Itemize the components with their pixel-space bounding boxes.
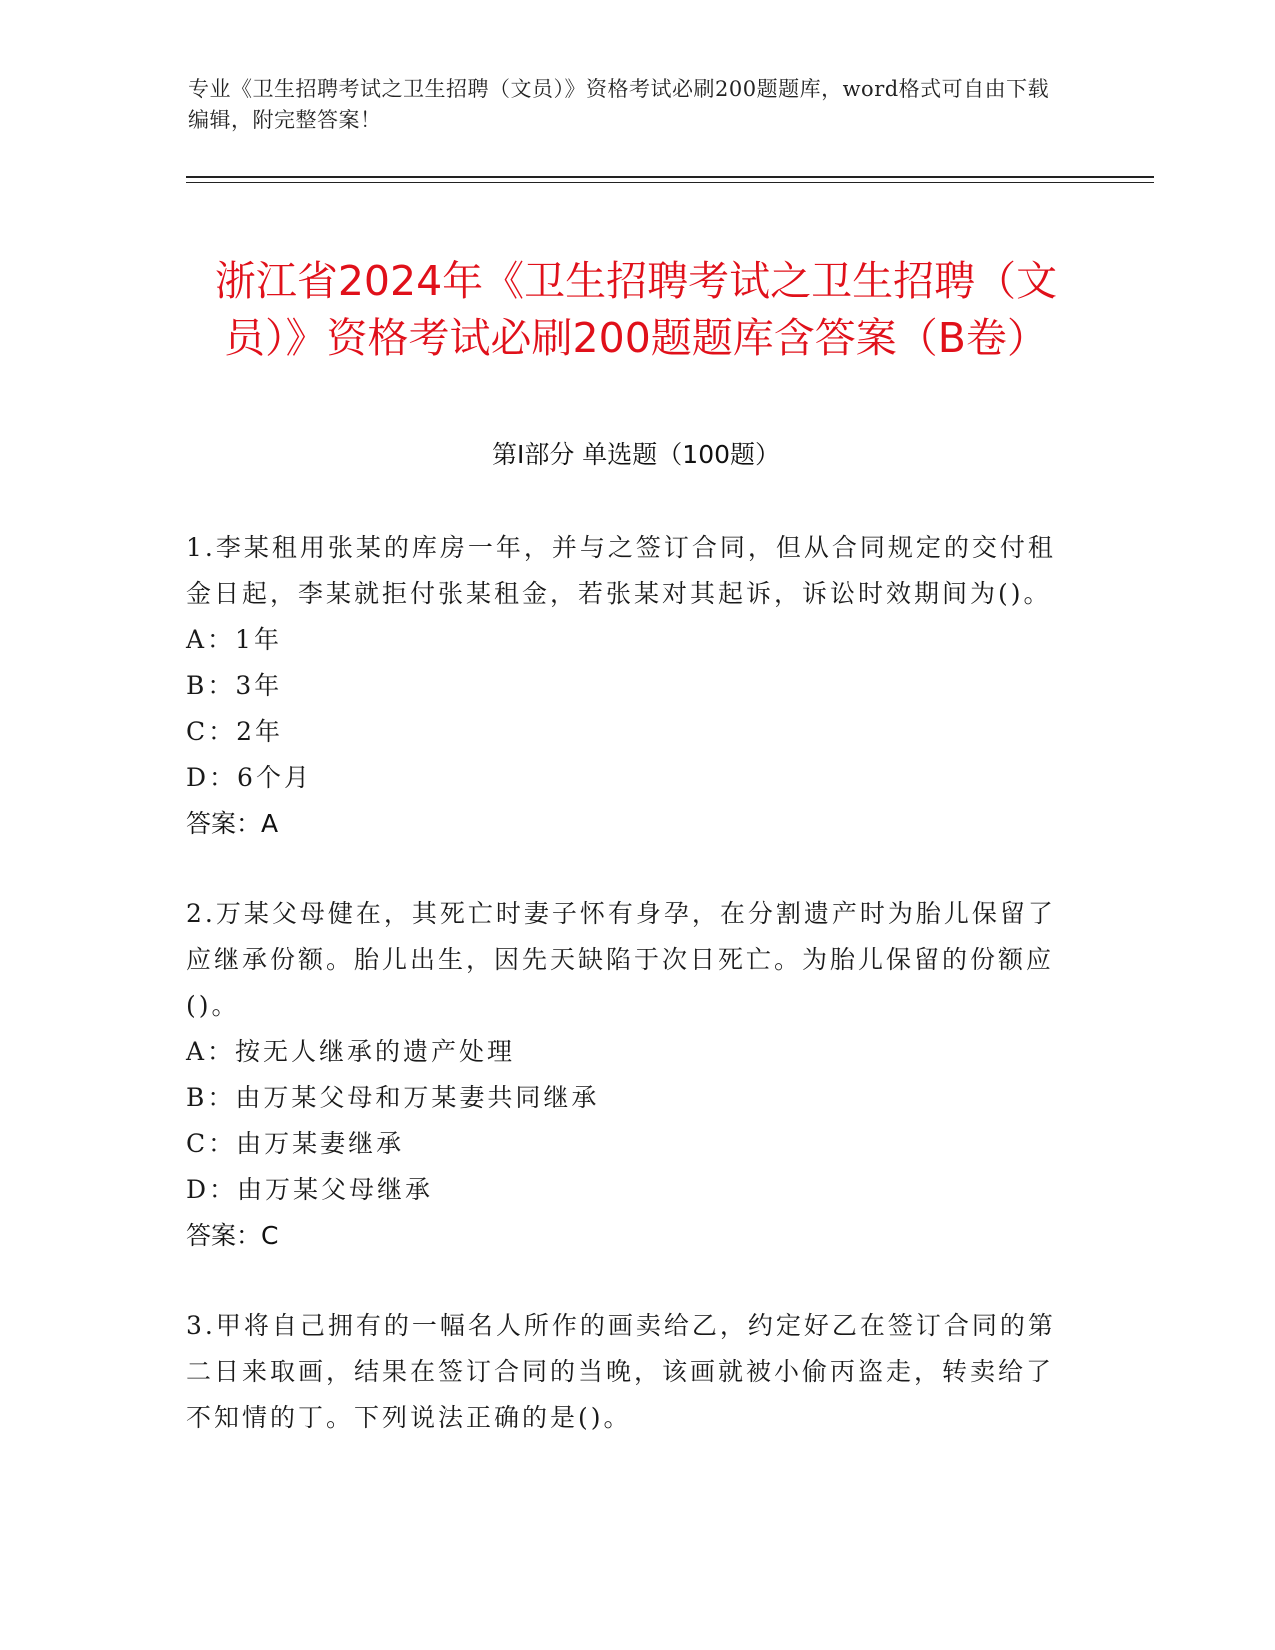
option-c: C：由万某妻继承 bbox=[186, 1129, 405, 1158]
answer: 答案：A bbox=[186, 809, 279, 838]
question-spacer bbox=[186, 1259, 1066, 1303]
option-b: B：由万某父母和万某妻共同继承 bbox=[186, 1083, 600, 1112]
option-a: A：1年 bbox=[186, 625, 282, 654]
option-c: C：2年 bbox=[186, 717, 284, 746]
header-note: 专业《卫生招聘考试之卫生招聘（文员）》资格考试必刷200题题库，word格式可自由下载编辑，附完整答案！ bbox=[188, 77, 1050, 132]
question-3 bbox=[186, 1303, 1066, 1441]
option-d: D：6个月 bbox=[186, 763, 312, 792]
question-2 bbox=[186, 891, 1066, 1259]
question-list bbox=[186, 525, 1066, 1441]
section-heading: 第I部分 单选题（100题） bbox=[491, 440, 781, 469]
question-spacer bbox=[186, 847, 1066, 891]
question-stem: 1.李某租用张某的库房一年，并与之签订合同，但从合同规定的交付租金日起，李某就拒付张某租金，若张某对其起诉，诉讼时效期间为()。 bbox=[186, 533, 1056, 608]
option-b: B：3年 bbox=[186, 671, 283, 700]
answer: 答案：C bbox=[186, 1221, 279, 1250]
question-stem: 2.万某父母健在，其死亡时妻子怀有身孕，在分割遗产时为胎儿保留了应继承份额。胎儿出生，因先天缺陷于次日死亡。为胎儿保留的份额应()。 bbox=[186, 899, 1056, 1020]
question-1 bbox=[186, 525, 1066, 847]
option-a: A：按无人继承的遗产处理 bbox=[186, 1037, 516, 1066]
option-d: D：由万某父母继承 bbox=[186, 1175, 434, 1204]
document-title: 浙江省2024年《卫生招聘考试之卫生招聘（文员）》资格考试必刷200题题库含答案（B卷） bbox=[214, 257, 1058, 363]
question-stem: 3.甲将自己拥有的一幅名人所作的画卖给乙，约定好乙在签订合同的第二日来取画，结果在签订合同的当晚，该画就被小偷丙盗走，转卖给了不知情的丁。下列说法正确的是()。 bbox=[186, 1311, 1056, 1432]
header-divider-thin bbox=[186, 182, 1154, 183]
header-divider-thick bbox=[186, 176, 1154, 178]
